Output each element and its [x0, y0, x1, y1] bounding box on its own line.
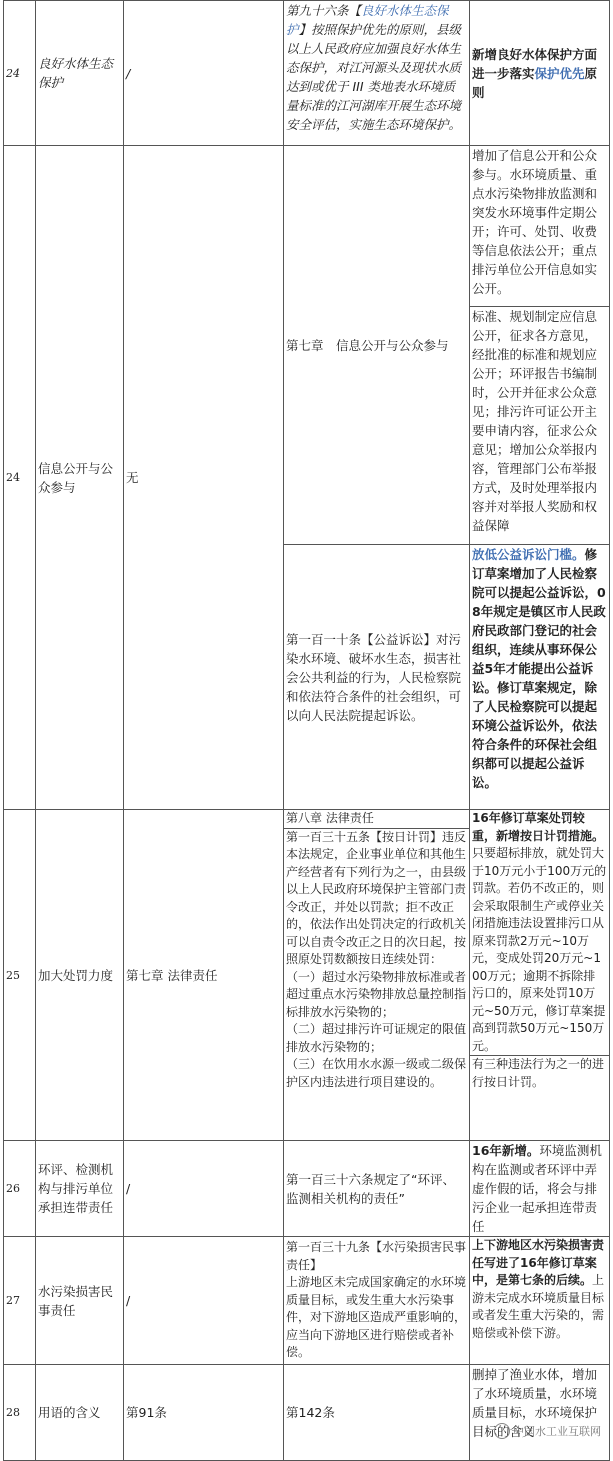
change-note: 增加了信息公开和公众参与。水环境质量、重点水污染物排放监测和突发水环境事件定期公开；许可、处罚、收费等信息依法公开；重点排污单位公开信息如实公开。 标准、规划制定应信息公开，征求各方意见，经批准的标准和规划应公开；环评报告书编制时，公开并征求公众意见；排污许可证公开主要申请内容，征求公众意见；增加公众举报内容，管理部门公布举报方式，及时处理举报内容并对举报人奖励和权益保障 放低公益诉讼门槛。修订草案增加了人民检察院可以提起公益诉讼，08年规定是镇区市人民政府民政部门登记的社会组织，连续从事环保公益5年才能提出公益诉讼。修订草案规定，除了人民检察院可以提起环境公益诉讼外，依法符合条件的环保社会组织都可以提起公益诉讼。: [470, 146, 610, 810]
item-name: 信息公开与公众参与: [36, 146, 124, 810]
row-number: 24: [4, 146, 36, 810]
row-number: 25: [4, 810, 36, 1141]
wechat-logo-icon: [494, 1423, 510, 1439]
table-row: [4, 1141, 610, 1237]
change-note: 16年修订草案处罚较重，新增按日计罚措施。只要超标排放，就处罚大于10万元小于100万元的罚款。若仍不改正的，则会采取限制生产或停业关闭措施违法设置排污口从原来罚款2万元~10万元，变成处罚20万元~100万元；逾期不拆除排污口的，原来处罚10万元~50万元，修订草案提高到罚款50万元~150万元。 有三种违法行为之一的进行按日计罚。: [470, 810, 610, 1141]
row-number: 24: [4, 1, 36, 146]
row-number: 27: [4, 1237, 36, 1365]
item-name: 加大处罚力度: [36, 810, 124, 1141]
old-provision: /: [124, 1, 284, 146]
old-provision: 第91条: [124, 1365, 284, 1461]
change-note: 删掉了渔业水体，增加了水环境质量，水环境质量目标，水环境保护目标的含义: [470, 1365, 610, 1461]
item-name: 水污染损害民事责任: [36, 1237, 124, 1365]
new-provision: 第九十六条【良好水体生态保护】按照保护优先的原则，县级以上人民政府应加强良好水体生态保护，对江河源头及现状水质达到或优于 III 类地表水环境质量标准的江河湖库开展生态环境安全评估，实施生态环境保护。: [284, 1, 470, 146]
comparison-table: [3, 0, 610, 1461]
new-provision: 第一百三十九条【水污染损害民事责任】 上游地区未完成国家确定的水环境质量目标，或发生重大水污染事件，对下游地区造成严重影响的，应当向下游地区进行赔偿或者补偿。: [284, 1237, 470, 1365]
change-note: 16年新增。环境监测机构在监测或者环评中弄虚作假的话，将会与排污企业一起承担连带责任: [470, 1141, 610, 1237]
table-row: [4, 1237, 610, 1365]
item-name: 良好水体生态保护: [36, 1, 124, 146]
item-name: 环评、检测机构与排污单位承担连带责任: [36, 1141, 124, 1237]
change-note: 新增良好水体保护方面进一步落实保护优先原则: [470, 1, 610, 146]
row-number: 26: [4, 1141, 36, 1237]
new-provision: 第一百三十六条规定了“环评、监测相关机构的责任”: [284, 1141, 470, 1237]
new-provision: 第七章 信息公开与公众参与 第一百一十条【公益诉讼】对污染水环境、破坏水生态，损害社会公共利益的行为，人民检察院和依法符合条件的社会组织，可以向人民法院提起诉讼。: [284, 146, 470, 810]
new-provision: 第八章 法律责任 第一百三十五条【按日计罚】违反本法规定，企业事业单位和其他生产经营者有下列行为之一，由县级以上人民政府环境保护主管部门责令改正，并处以罚款；拒不改正的，依法作出处罚决定的行政机关可以自责令改正之日的次日起，按照原处罚数额按日连续处罚： （一）超过水污染物排放标准或者超过重点水污染物排放总量控制指标排放水污染物的； （二）超过排污许可证规定的限值排放水污染物的； （三）在饮用水水源一级或二级保护区内违法进行项目建设的。: [284, 810, 470, 1141]
table-row: [4, 146, 610, 810]
old-provision: /: [124, 1141, 284, 1237]
watermark: 中国水工业互联网: [494, 1423, 601, 1439]
change-note: 上下游地区水污染损害责任写进了16年修订草案中，是第七条的后续。上游未完成水环境质量目标或者发生重大污染的，需赔偿或补偿下游。: [470, 1237, 610, 1365]
new-provision: 第142条: [284, 1365, 470, 1461]
old-provision: 第七章 法律责任: [124, 810, 284, 1141]
item-name: 用语的含义: [36, 1365, 124, 1461]
table-row: [4, 810, 610, 1141]
old-provision: /: [124, 1237, 284, 1365]
table-row: [4, 1365, 610, 1461]
row-number: 28: [4, 1365, 36, 1461]
article-title-link[interactable]: 良好水体生态保护: [286, 3, 449, 37]
table-row: [4, 1, 610, 146]
old-provision: 无: [124, 146, 284, 810]
